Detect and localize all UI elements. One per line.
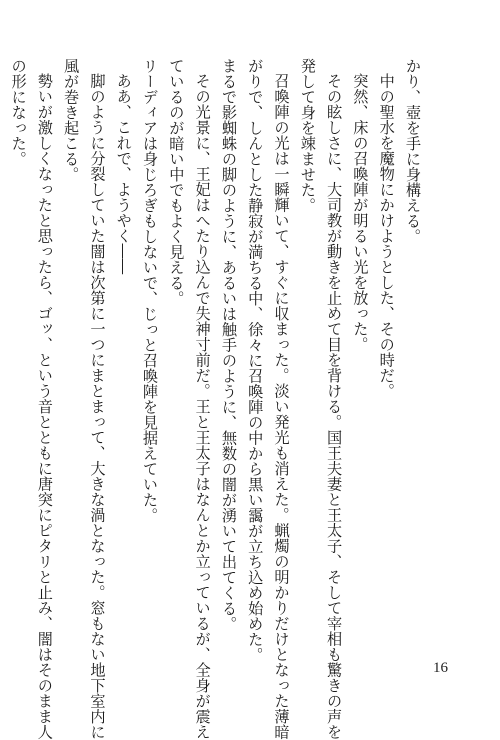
text-line: 脚のように分裂していた闇は次第に一つにまとまって、大きな渦となった。窓もない地下室内に [88,73,107,740]
text-line: 中の聖水を魔物にかけようとした、その時だ。 [377,73,396,399]
text-line: ああ、これで、ようやく―― [114,73,133,275]
body-text [0,58,426,740]
text-line: その眩しさに、大司教が動きを止めて目を背ける。国王夫妻と王太子、そして宰相も驚きの声を [325,73,344,740]
text-line: の形になった。 [9,58,28,167]
text-line: まるで影蜘蛛の脚のように、あるいは触手のように、無数の闇が湧いて出てくる。 [219,58,238,632]
text-line: リーディアは身じろぎもしないで、じっと召喚陣を見据えていた。 [141,58,160,523]
text-line: その光景に、王妃はへたり込んで失神寸前だ。王と王太子はなんとか立っているが、全身が震え [193,73,212,740]
text-line: 突然、床の召喚陣が明るい光を放った。 [351,73,370,353]
text-line: かり、壺を手に身構える。 [404,58,422,244]
text-line: がりで、しんとした静寂が満ちる中、徐々に召喚陣の中から黒い靄が立ち込め始めた。 [246,58,265,663]
text-line: ているのが暗い中でもよく見える。 [167,58,186,306]
text-line: 勢いが激しくなったと思ったら、ゴッ、という音とともに唐突にピタリと止み、闇はそのまま人 [35,73,54,740]
text-line: 風が巻き起こる。 [62,58,81,182]
page-number: 16 [433,660,448,676]
text-line: 発して身を竦ませた。 [298,58,317,213]
text-line: 召喚陣の光は一瞬輝いて、すぐに収まった。淡い発光も消えた。蝋燭の明かりだけとなった薄暗 [272,73,291,740]
text-line [0,58,5,658]
